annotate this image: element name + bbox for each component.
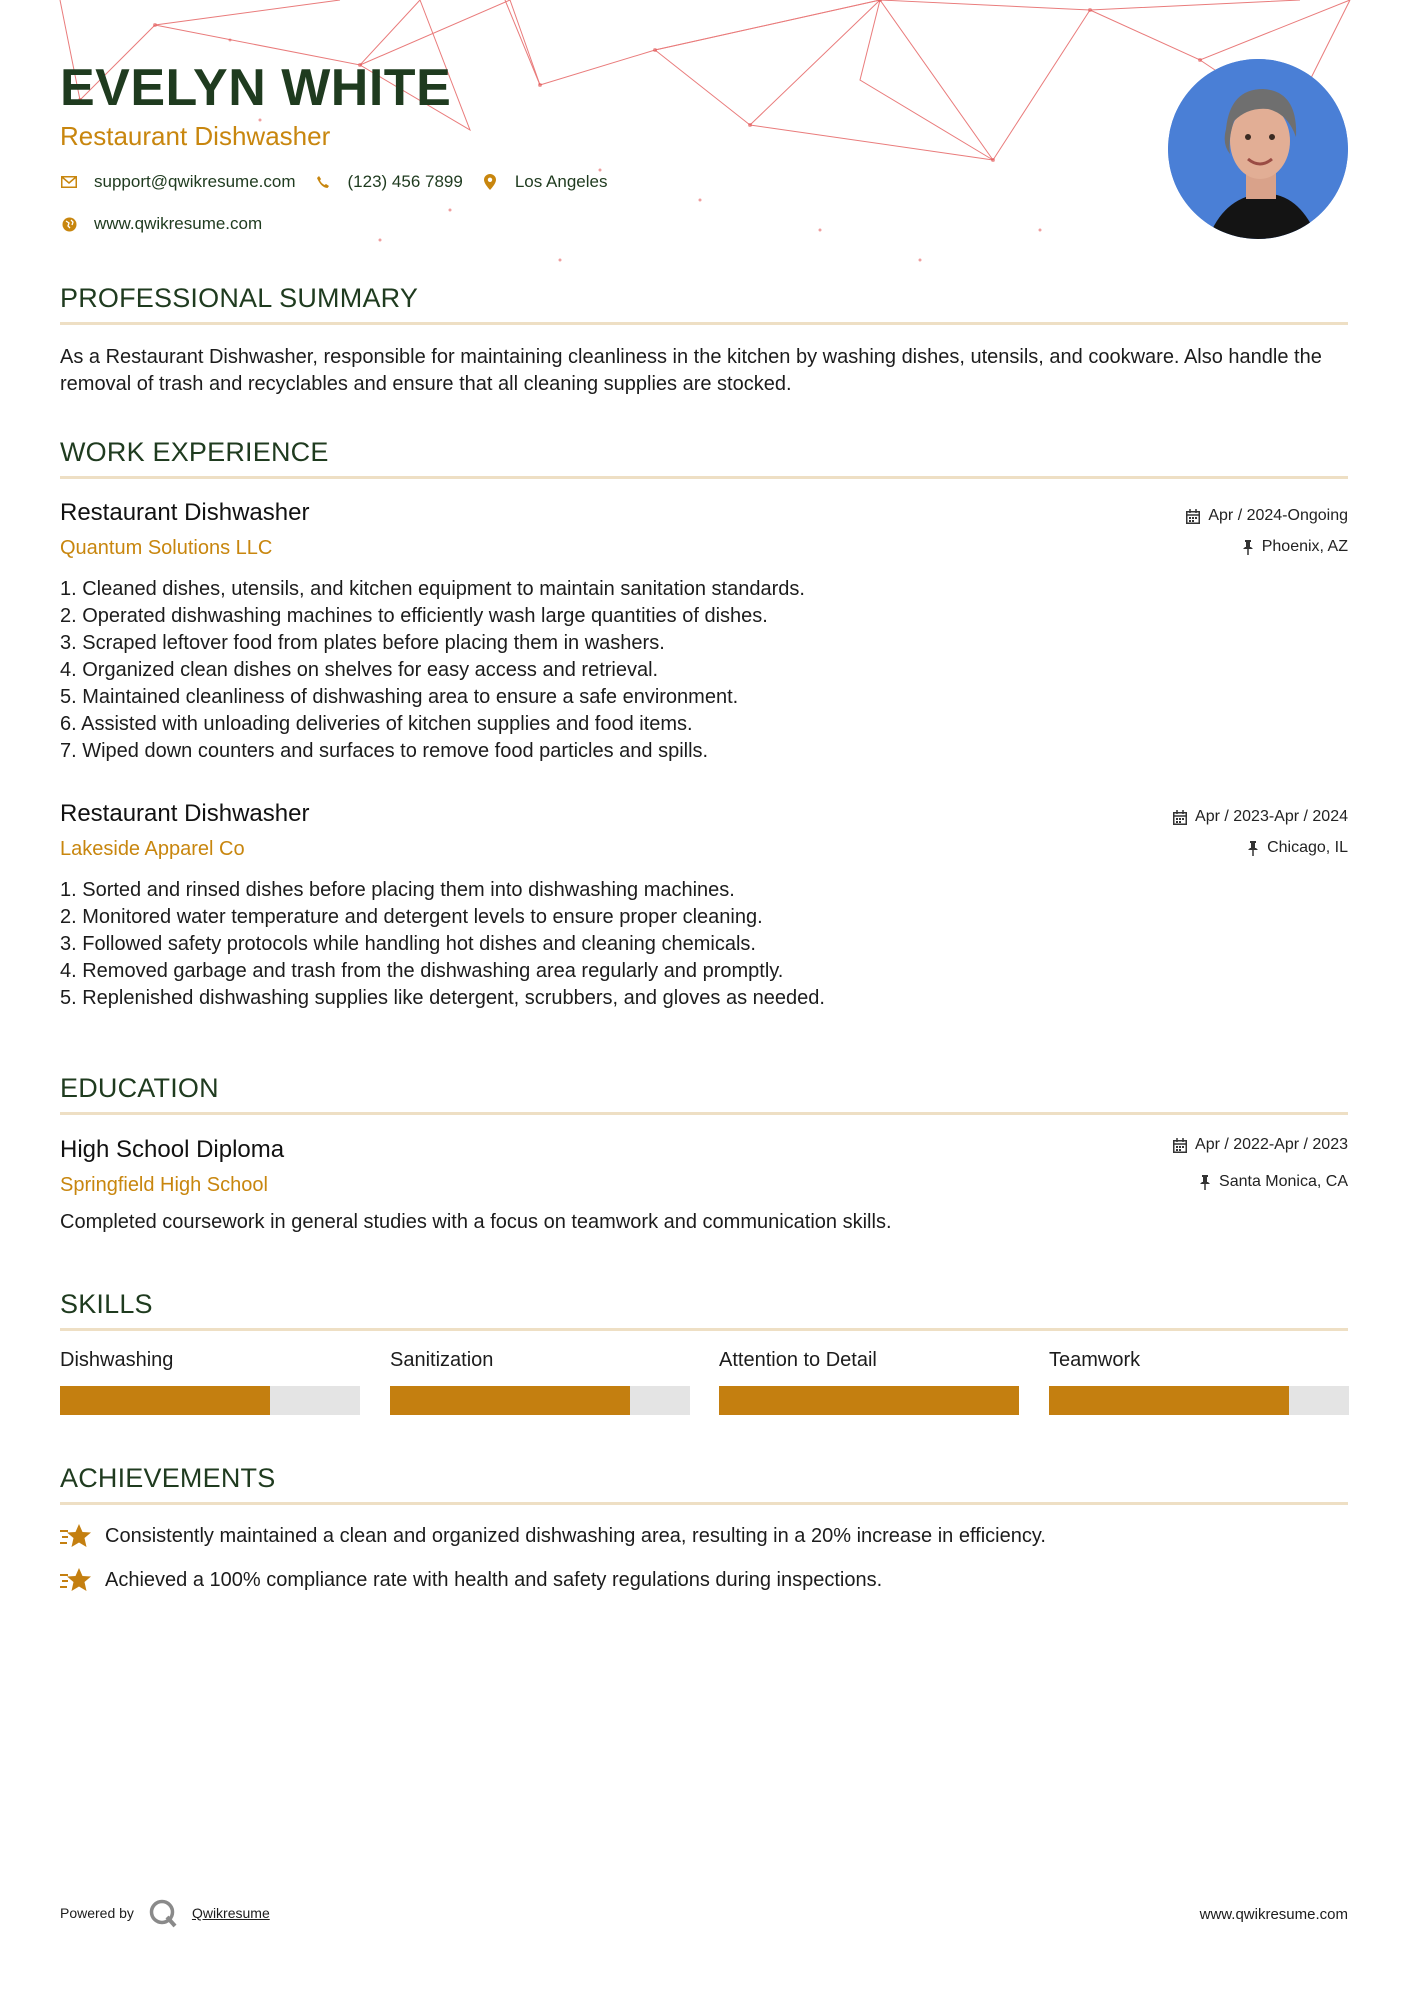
skill-bar-track: [1049, 1386, 1349, 1415]
achievement-item: [60, 1566, 882, 1594]
education-heading: EDUCATION: [60, 1073, 219, 1103]
pin-icon: [1247, 841, 1259, 856]
skills-divider: [60, 1328, 1348, 1331]
skills-heading: SKILLS: [60, 1289, 153, 1319]
phone-text: (123) 456 7899: [347, 172, 463, 191]
experience-heading: WORK EXPERIENCE: [60, 437, 329, 467]
qwikresume-link[interactable]: Qwikresume: [191, 1905, 270, 1921]
job-location-text: Phoenix, AZ: [1261, 538, 1348, 555]
job-bullet: 5. Replenished dishwashing supplies like detergent, scrubbers, and gloves as needed.: [60, 987, 825, 1009]
job-bullet: 1. Sorted and rinsed dishes before placing them into dishwashing machines.: [60, 879, 735, 901]
job-dates-text: Apr / 2024-Ongoing: [1208, 507, 1348, 524]
skill-bar-fill: [60, 1386, 270, 1415]
job-dates: [1186, 507, 1348, 525]
job-dates-text: Apr / 2023-Apr / 2024: [1195, 808, 1348, 825]
achievement-text: Achieved a 100% compliance rate with health and safety regulations during inspections.: [105, 1568, 883, 1591]
achievement-item: [60, 1522, 1046, 1550]
pin-icon: [1242, 540, 1254, 555]
job-bullet-list: [60, 576, 1348, 765]
summary-divider: [60, 322, 1348, 325]
job-company: Lakeside Apparel Co: [60, 838, 245, 860]
education-dates: [1173, 1136, 1348, 1154]
contact-row: [60, 172, 625, 192]
globe-icon: [60, 215, 78, 233]
resume-page: [60, 0, 1348, 1990]
contact-email[interactable]: [60, 172, 296, 192]
job-bullet: 3. Followed safety protocols while handling hot dishes and cleaning chemicals.: [60, 933, 756, 955]
candidate-role: Restaurant Dishwasher: [60, 121, 331, 151]
summary-heading: PROFESSIONAL SUMMARY: [60, 283, 419, 313]
map-pin-icon: [481, 173, 499, 191]
job-company: Quantum Solutions LLC: [60, 537, 273, 559]
email-text: support@qwikresume.com: [94, 172, 296, 191]
job-bullet: 2. Monitored water temperature and detergent levels to ensure proper cleaning.: [60, 906, 763, 928]
education-divider: [60, 1112, 1348, 1115]
skill-label: Dishwashing: [60, 1349, 174, 1371]
education-degree: High School Diploma: [60, 1136, 285, 1163]
job-location-text: Chicago, IL: [1267, 839, 1348, 856]
contact-website[interactable]: [60, 214, 262, 234]
skill-label: Sanitization: [390, 1349, 494, 1371]
contact-row-website: [60, 214, 280, 234]
job-location: [1242, 538, 1348, 556]
calendar-icon: [1173, 1138, 1187, 1153]
job-bullet-list: [60, 877, 1348, 1012]
skill-bar-fill: [719, 1386, 1019, 1415]
footer-url[interactable]: www.qwikresume.com: [1199, 1906, 1348, 1923]
qwikresume-logo-icon: [148, 1898, 178, 1928]
skill-label: Teamwork: [1049, 1349, 1141, 1371]
footer-powered-by: [60, 1898, 270, 1928]
website-text: www.qwikresume.com: [94, 214, 263, 233]
skill-bar-fill: [390, 1386, 630, 1415]
job-title: Restaurant Dishwasher: [60, 499, 310, 526]
education-description: Completed coursework in general studies with a focus on teamwork and communication skills.: [60, 1211, 892, 1233]
location-text: Los Angeles: [514, 172, 608, 191]
job-bullet: 3. Scraped leftover food from plates before placing them in washers.: [60, 632, 665, 654]
job-location: [1247, 839, 1348, 857]
candidate-name: EVELYN WHITE: [60, 59, 452, 117]
pin-icon: [1199, 1175, 1211, 1190]
experience-divider: [60, 476, 1348, 479]
job-bullet: 4. Organized clean dishes on shelves for easy access and retrieval.: [60, 659, 659, 681]
powered-by-label: Powered by: [60, 1905, 134, 1921]
skill-bar-fill: [1049, 1386, 1289, 1415]
skill-bar-track: [719, 1386, 1019, 1415]
skill-label: Attention to Detail: [719, 1349, 877, 1371]
education-location: [1199, 1173, 1348, 1191]
star-award-icon: [60, 1566, 92, 1594]
job-bullet: 7. Wiped down counters and surfaces to remove food particles and spills.: [60, 740, 709, 762]
calendar-icon: [1173, 810, 1187, 825]
calendar-icon: [1186, 509, 1200, 524]
job-dates: [1173, 808, 1348, 826]
job-title: Restaurant Dishwasher: [60, 800, 310, 827]
job-bullet: 6. Assisted with unloading deliveries of kitchen supplies and food items.: [60, 713, 693, 735]
envelope-icon: [60, 173, 78, 191]
job-bullet: 1. Cleaned dishes, utensils, and kitchen equipment to maintain sanitation standards.: [60, 578, 805, 600]
skill-bar-track: [60, 1386, 360, 1415]
education-school: Springfield High School: [60, 1174, 268, 1196]
star-award-icon: [60, 1522, 92, 1550]
phone-icon: [314, 173, 332, 191]
job-bullet: 5. Maintained cleanliness of dishwashing area to ensure a safe environment.: [60, 686, 739, 708]
job-bullet: 4. Removed garbage and trash from the dishwashing area regularly and promptly.: [60, 960, 784, 982]
contact-phone[interactable]: [314, 172, 463, 192]
skill-bar-track: [390, 1386, 690, 1415]
achievements-heading: ACHIEVEMENTS: [60, 1463, 276, 1493]
education-dates-text: Apr / 2022-Apr / 2023: [1195, 1136, 1348, 1153]
achievements-divider: [60, 1502, 1348, 1505]
education-location-text: Santa Monica, CA: [1219, 1173, 1348, 1190]
contact-location: [481, 172, 608, 192]
summary-text: As a Restaurant Dishwasher, responsible for maintaining cleanliness in the kitchen by washing dishes, utensils, and cookware. Also handle the removal of trash and recyclables and ensure that all cleaning supplies are stocked.: [60, 346, 1322, 395]
achievement-text: Consistently maintained a clean and organized dishwashing area, resulting in a 20% increase in efficiency.: [105, 1524, 1046, 1547]
profile-photo: [1168, 59, 1348, 239]
job-bullet: 2. Operated dishwashing machines to efficiently wash large quantities of dishes.: [60, 605, 768, 627]
